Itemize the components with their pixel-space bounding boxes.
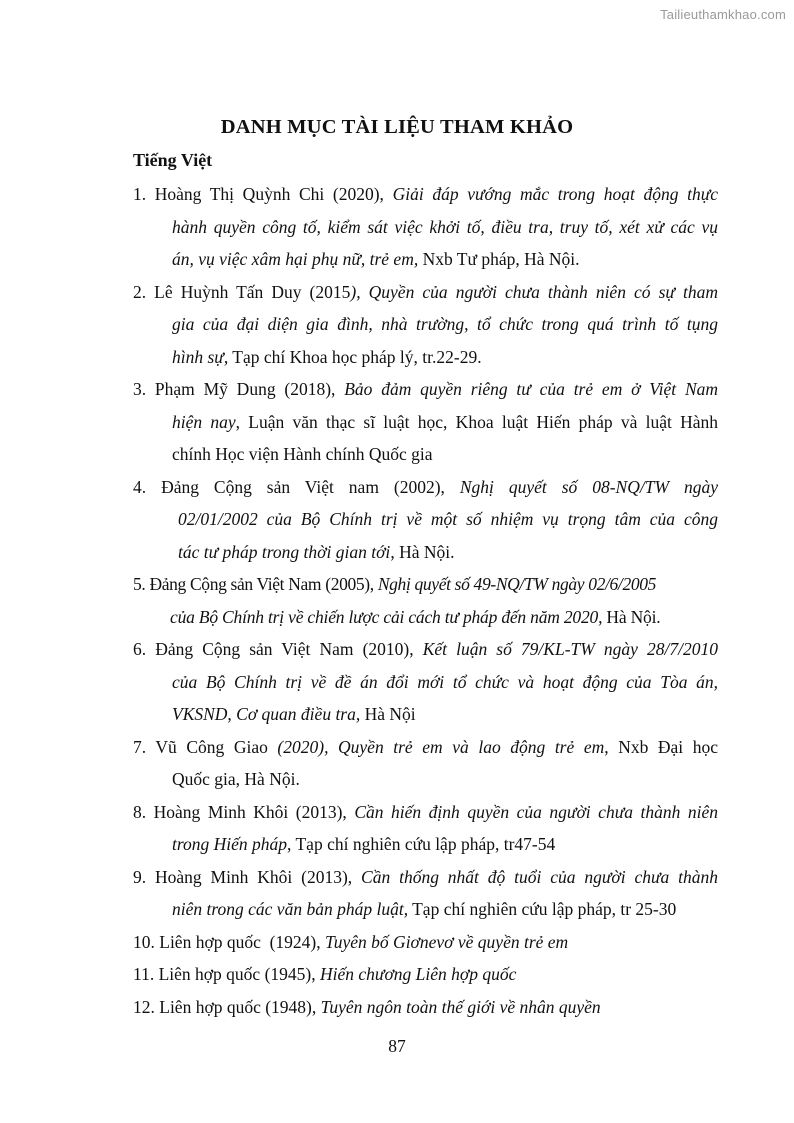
reference-list (133, 178, 718, 1023)
page-number: 87 (388, 1036, 406, 1056)
page-title: DANH MỤC TÀI LIỆU THAM KHẢO (220, 116, 574, 138)
reference-item: 4. Đảng Cộng sản Việt nam (2002), Nghị quyết số 08-NQ/TW ngày 02/01/2002 của Bộ Chính trị về một số nhiệm vụ trọng tâm của công tác tư pháp trong thời gian tới, Hà Nội. (133, 476, 719, 562)
reference-item: 2. Lê Huỳnh Tấn Duy (2015), Quyền của người chưa thành niên có sự tham gia của đại diện gia đình, nhà trường, tổ chức trong quá trình tố tụng hình sự, Tạp chí Khoa học pháp lý, tr.22-29. (133, 281, 718, 367)
watermark: Tailieuthamkhao.com (660, 7, 786, 22)
reference-item: 12. Liên hợp quốc (1948), Tuyên ngôn toàn thế giới về nhân quyền (133, 996, 601, 1017)
reference-item: 6. Đảng Cộng sản Việt Nam (2010), Kết luận số 79/KL-TW ngày 28/7/2010 của Bộ Chính trị về đề án đổi mới tổ chức và hoạt động của Tòa án, VKSND, Cơ quan điều tra, Hà Nội (133, 639, 719, 724)
reference-item: 9. Hoàng Minh Khôi (2013), Cần thống nhất độ tuổi của người chưa thành niên trong các văn bản pháp luật, Tạp chí nghiên cứu lập pháp, tr 25-30 (133, 866, 718, 919)
reference-item: 8. Hoàng Minh Khôi (2013), Cần hiến định quyền của người chưa thành niên trong Hiến pháp, Tạp chí nghiên cứu lập pháp, tr47-54 (133, 801, 719, 854)
reference-item: 3. Phạm Mỹ Dung (2018), Bảo đảm quyền riêng tư của trẻ em ở Việt Nam hiện nay, Luận văn thạc sĩ luật học, Khoa luật Hiến pháp và luật Hành chính Học viện Hành chính Quốc gia (133, 379, 719, 464)
section-heading: Tiếng Việt (133, 150, 213, 170)
reference-item: 10. Liên hợp quốc (1924), Tuyên bố Giơnevơ về quyền trẻ em (133, 931, 569, 952)
reference-item: 1. Hoàng Thị Quỳnh Chi (2020), Giải đáp vướng mắc trong hoạt động thực hành quyền công tố, kiểm sát việc khởi tố, điều tra, truy tố, xét xử các vụ án, vụ việc xâm hại phụ nữ, trẻ em, Nxb Tư pháp, Hà Nội. (133, 184, 719, 269)
reference-item: 7. Vũ Công Giao (2020), Quyền trẻ em và lao động trẻ em, Nxb Đại học Quốc gia, Hà Nội. (133, 736, 719, 789)
reference-item: 11. Liên hợp quốc (1945), Hiến chương Liên hợp quốc (133, 964, 517, 984)
reference-item: 5. Đảng Cộng sản Việt Nam (2005), Nghị quyết số 49-NQ/TW ngày 02/6/2005 của Bộ Chính trị về chiến lược cải cách tư pháp đến năm 2020, Hà Nội. (133, 574, 661, 627)
